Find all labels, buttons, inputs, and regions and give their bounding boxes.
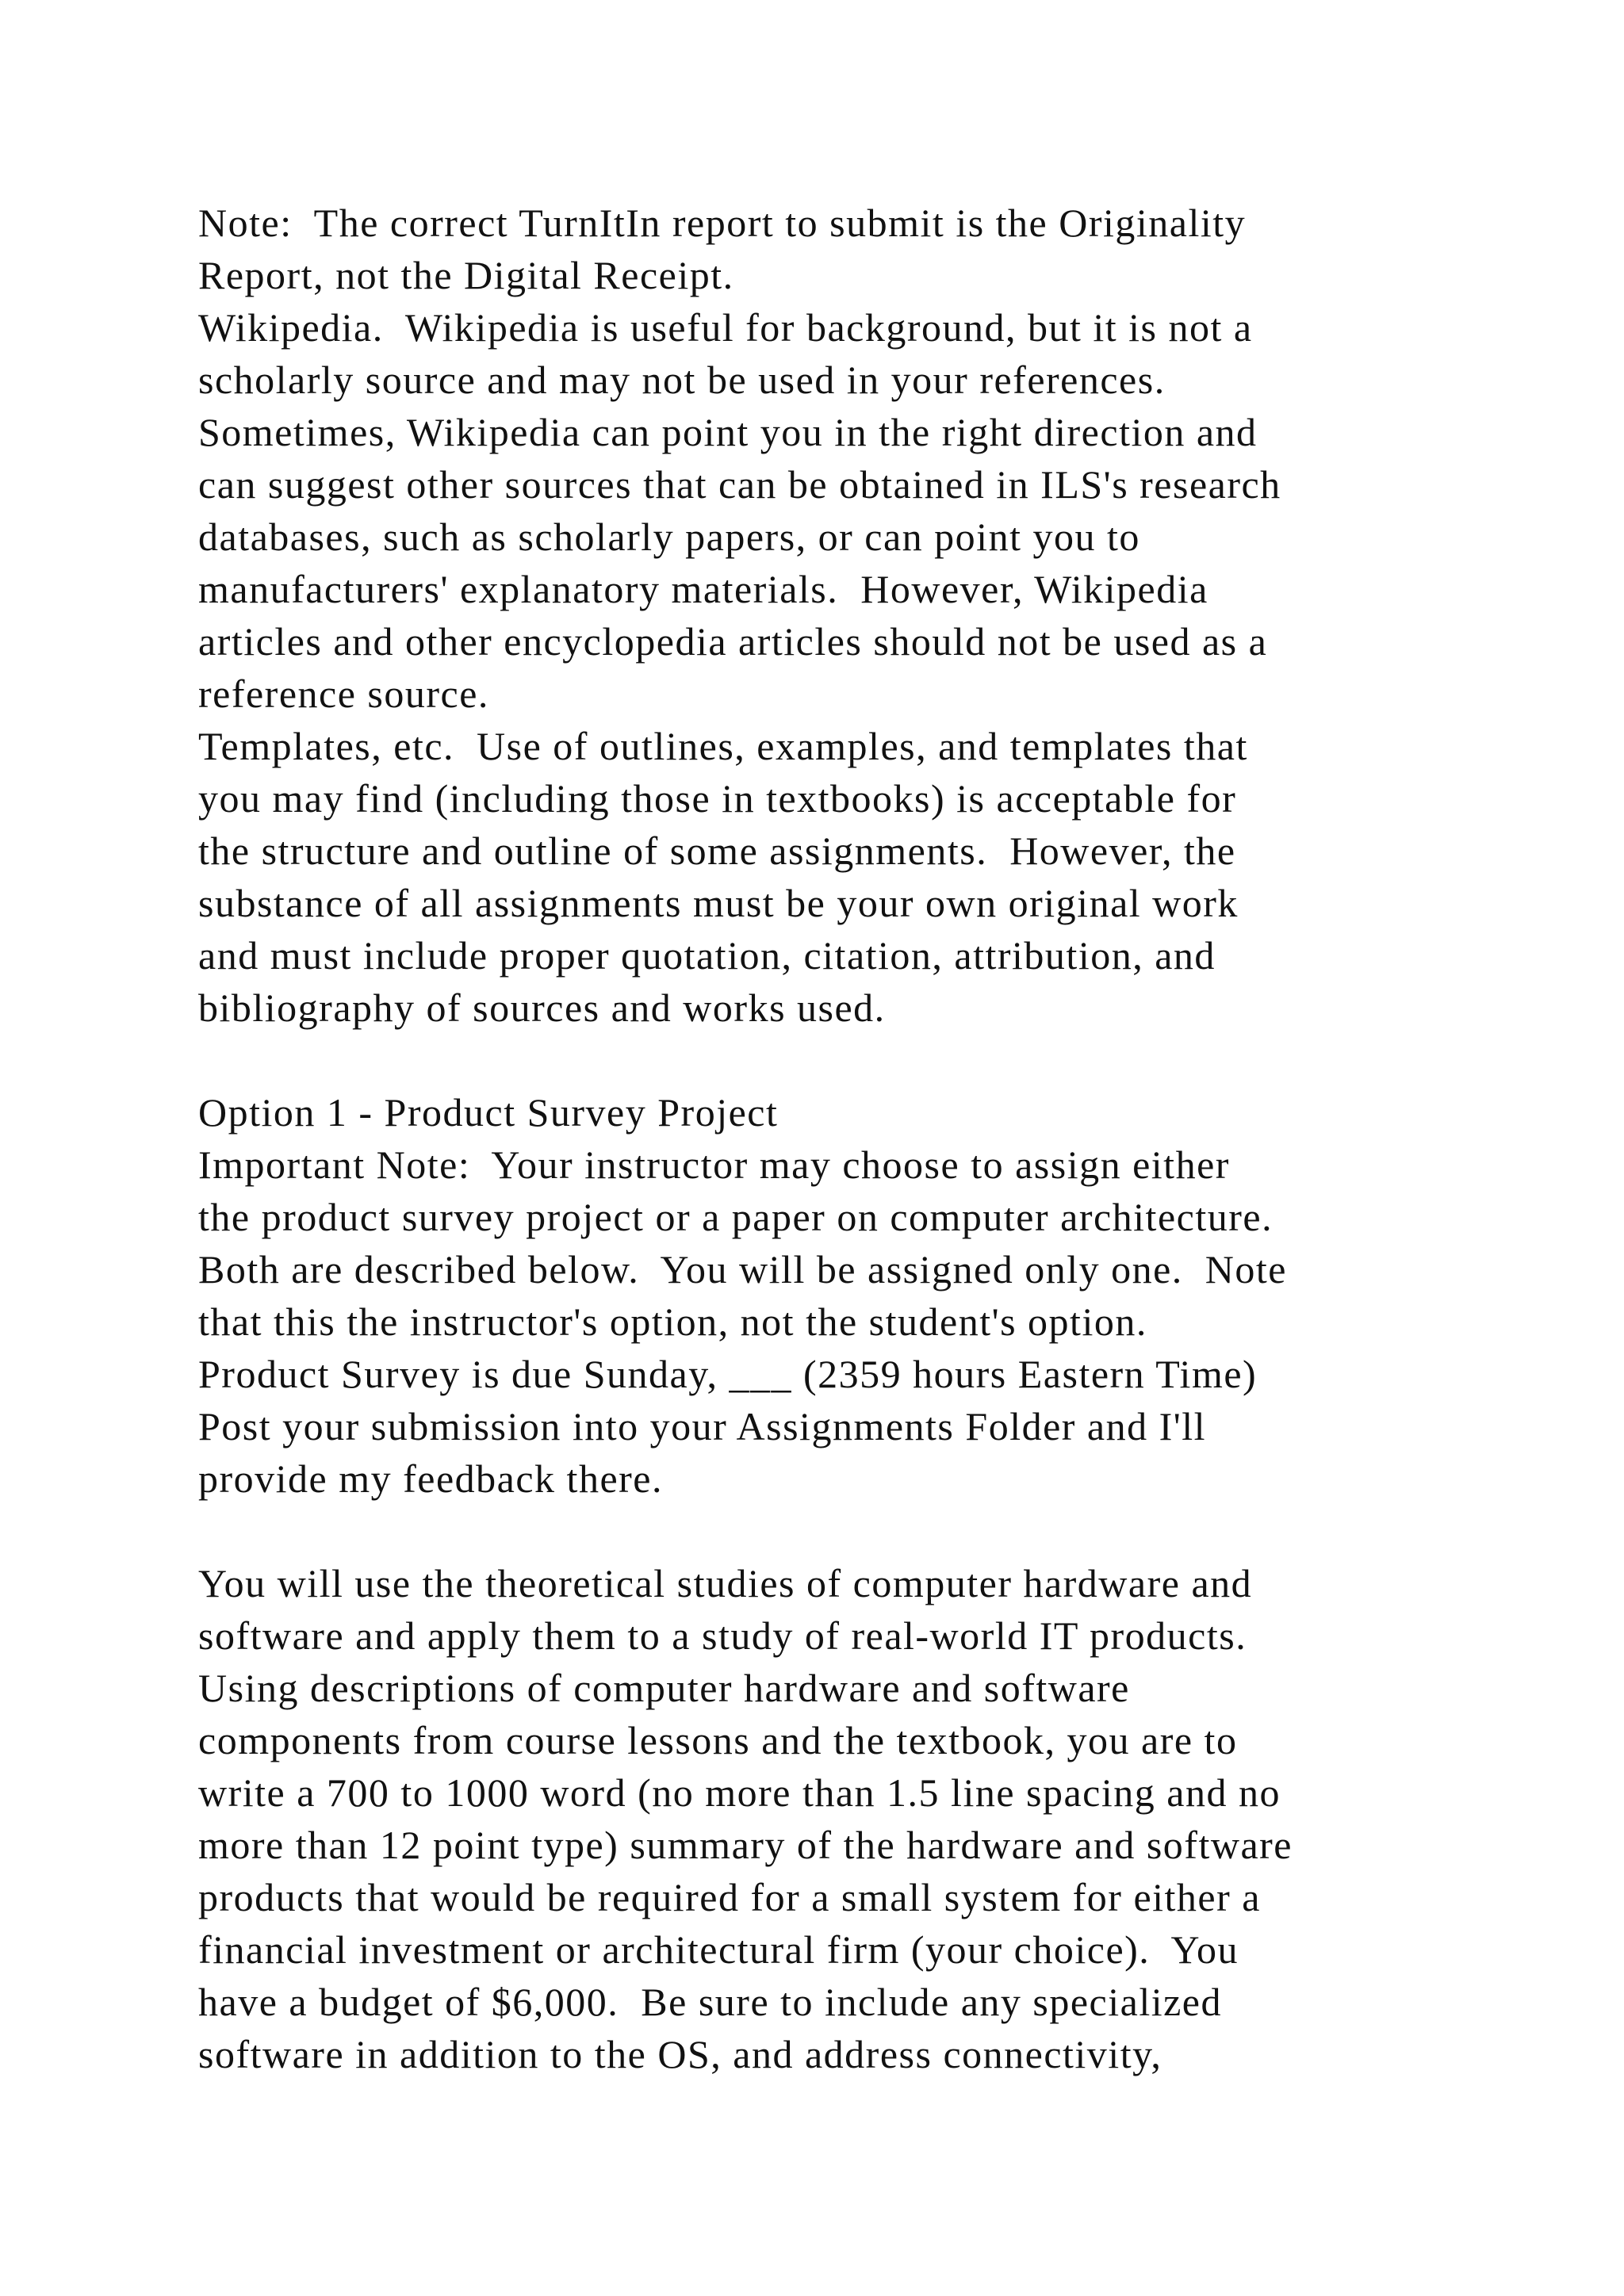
text-line: that this the instructor's option, not the student's option.: [198, 1299, 1147, 1344]
blank-line: [198, 1034, 1507, 1086]
text-line: You will use the theoretical studies of computer hardware and: [198, 1561, 1253, 1605]
text-line: software and apply them to a study of real-world IT products.: [198, 1613, 1247, 1658]
text-line: have a budget of $6,000. Be sure to include any specialized: [198, 1980, 1223, 2024]
text-line: write a 700 to 1000 word (no more than 1.5 line spacing and no: [198, 1770, 1281, 1815]
blank-line: [198, 1505, 1507, 1557]
text-line: the product survey project or a paper on computer architecture.: [198, 1195, 1274, 1239]
text-line: financial investment or architectural firm (your choice). You: [198, 1927, 1239, 1972]
text-line: Wikipedia. Wikipedia is useful for background, but it is not a: [198, 305, 1253, 350]
text-line: articles and other encyclopedia articles should not be used as a: [198, 619, 1268, 664]
text-line: products that would be required for a small system for either a: [198, 1875, 1261, 1919]
text-line: you may find (including those in textbooks) is acceptable for: [198, 776, 1237, 821]
text-line: software in addition to the OS, and address connectivity,: [198, 2032, 1162, 2076]
text-line: more than 12 point type) summary of the hardware and software: [198, 1823, 1293, 1867]
text-line: can suggest other sources that can be obtained in ILS's research: [198, 462, 1281, 507]
text-line: manufacturers' explanatory materials. However, Wikipedia: [198, 567, 1208, 611]
text-line: Sometimes, Wikipedia can point you in the right direction and: [198, 410, 1258, 454]
text-line: Report, not the Digital Receipt.: [198, 253, 734, 297]
text-line: and must include proper quotation, citation, attribution, and: [198, 933, 1216, 978]
text-line: the structure and outline of some assignments. However, the: [198, 828, 1236, 873]
text-line: Using descriptions of computer hardware and software: [198, 1666, 1130, 1710]
text-line: Templates, etc. Use of outlines, examples, and templates that: [198, 724, 1248, 768]
document-body: [198, 197, 1507, 2080]
text-line: Both are described below. You will be assigned only one. Note: [198, 1247, 1287, 1292]
text-line: Product Survey is due Sunday, ___ (2359 hours Eastern Time): [198, 1352, 1258, 1396]
text-line: Note: The correct TurnItIn report to submit is the Originality: [198, 201, 1247, 245]
text-line: scholarly source and may not be used in your references.: [198, 358, 1166, 402]
text-line: components from course lessons and the textbook, you are to: [198, 1718, 1238, 1762]
text-line: provide my feedback there.: [198, 1456, 663, 1501]
text-line: Post your submission into your Assignments Folder and I'll: [198, 1404, 1207, 1448]
text-line: databases, such as scholarly papers, or can point you to: [198, 515, 1140, 559]
text-line: substance of all assignments must be your own original work: [198, 881, 1239, 925]
text-line: reference source.: [198, 672, 489, 716]
text-line: Option 1 - Product Survey Project: [198, 1090, 779, 1135]
text-line: Important Note: Your instructor may choose to assign either: [198, 1142, 1230, 1187]
text-line: bibliography of sources and works used.: [198, 985, 886, 1030]
